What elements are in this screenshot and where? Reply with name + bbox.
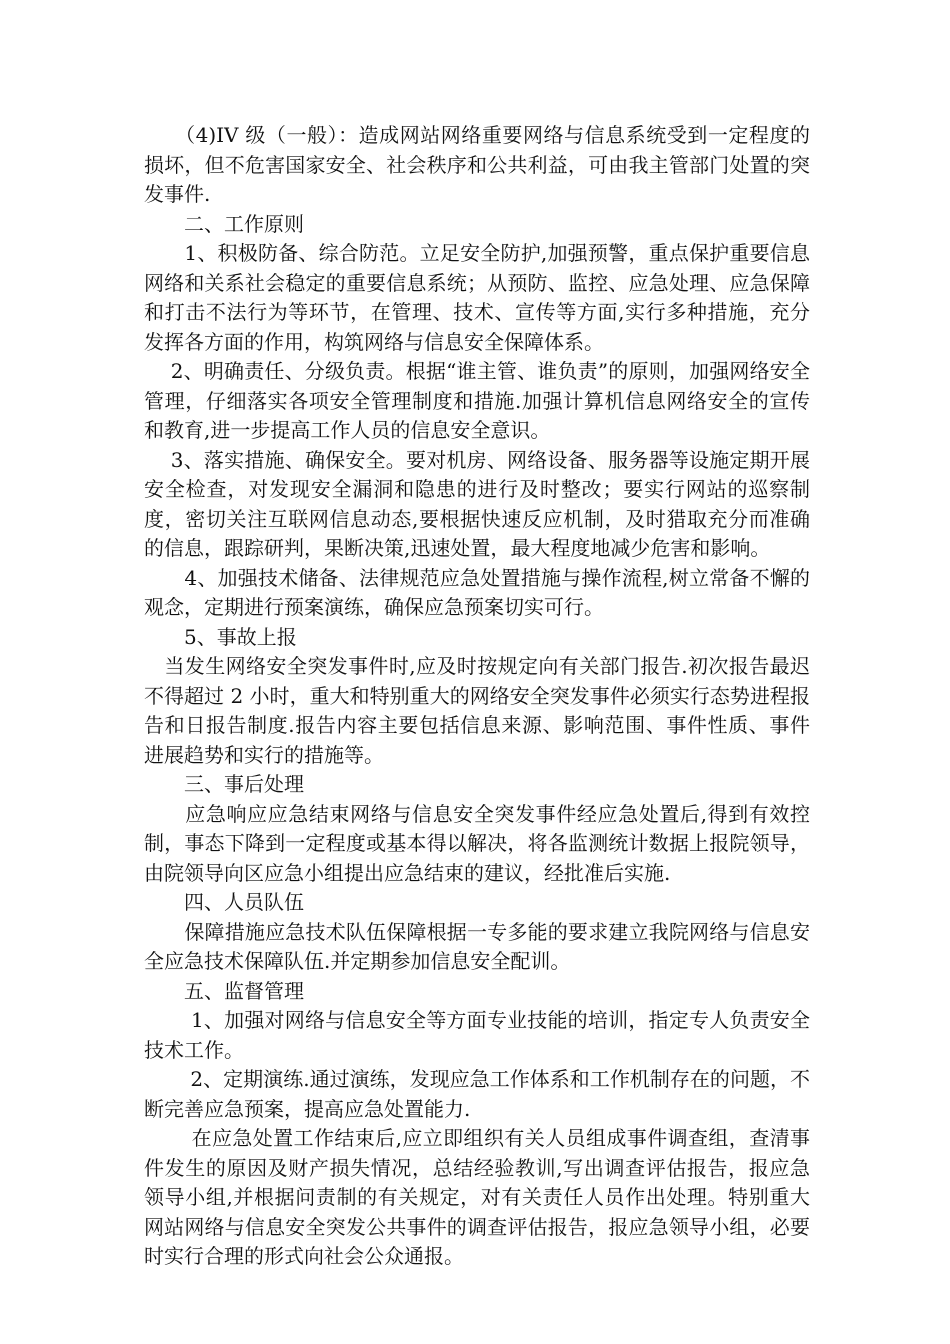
paragraph-post-processing: 应急响应应急结束网络与信息安全突发事件经应急处置后,得到有效控制，事态下降到一定程度或基本得以解决，将各监测统计数据上报院领导，由院领导向区应急小组提出应急结束的建议，经批准后实施. bbox=[144, 801, 810, 885]
document-body bbox=[144, 121, 810, 1272]
paragraph-investigation: 在应急处置工作结束后,应立即组织有关人员组成事件调查组，查清事件发生的原因及财产损失情况，总结经验教训,写出调查评估报告，报应急领导小组,并根据问责制的有关规定，对有关责任人员作出处理。特别重大网站网络与信息安全突发公共事件的调查评估报告，报应急领导小组，必要时实行合理的形式向社会公众通报。 bbox=[144, 1126, 810, 1268]
paragraph-principle-3: 3、落实措施、确保安全。要对机房、网络设备、服务器等设施定期开展安全检查，对发现安全漏洞和隐患的进行及时整改；要实行网站的巡察制度，密切关注互联网信息动态,要根据快速反应机制，及时猎取充分而准确的信息，跟踪研判，果断决策,迅速处置，最大程度地减少危害和影响。 bbox=[144, 447, 810, 560]
paragraph-incident-report: 当发生网络安全突发事件时,应及时按规定向有关部门报告.初次报告最迟不得超过 2 小时，重大和特别重大的网络安全突发事件必须实行态势进程报告和日报告制度.报告内容主要包括信息来源、影响范围、事件性质、事件进展趋势和实行的措施等。 bbox=[144, 654, 810, 767]
heading-supervision: 五、监督管理 bbox=[144, 978, 304, 1003]
heading-work-principles: 二、工作原则 bbox=[144, 211, 304, 236]
heading-incident-report: 5、事故上报 bbox=[144, 624, 297, 649]
paragraph-supervision-2: 2、定期演练.通过演练，发现应急工作体系和工作机制存在的问题，不断完善应急预案，提高应急处置能力. bbox=[144, 1067, 810, 1121]
paragraph-supervision-1: 1、加强对网络与信息安全等方面专业技能的培训，指定专人负责安全技术工作。 bbox=[144, 1008, 810, 1062]
paragraph-personnel: 保障措施应急技术队伍保障根据一专多能的要求建立我院网络与信息安全应急技术保障队伍.并定期参加信息安全配训。 bbox=[144, 919, 810, 973]
paragraph-principle-1: 1、积极防备、综合防范。立足安全防护,加强预警，重点保护重要信息网络和关系社会稳定的重要信息系统；从预防、监控、应急处理、应急保障和打击不法行为等环节，在管理、技术、宣传等方面,实行多种措施，充分发挥各方面的作用，构筑网络与信息安全保障体系。 bbox=[144, 241, 810, 354]
paragraph-level-iv: （4)IV 级（一般）：造成网站网络重要网络与信息系统受到一定程度的损坏，但不危害国家安全、社会秩序和公共利益，可由我主管部门处置的突发事件. bbox=[144, 123, 810, 206]
paragraph-principle-4: 4、加强技术储备、法律规范应急处置措施与操作流程,树立常备不懈的观念，定期进行预案演练，确保应急预案切实可行。 bbox=[144, 565, 810, 619]
heading-personnel: 四、人员队伍 bbox=[144, 890, 304, 914]
heading-post-processing: 三、事后处理 bbox=[144, 772, 304, 796]
paragraph-principle-2: 2、明确责任、分级负责。根据“谁主管、谁负责”的原则，加强网络安全管理，仔细落实各项安全管理制度和措施.加强计算机信息网络安全的宣传和教育,进一步提高工作人员的信息安全意识。 bbox=[144, 359, 810, 442]
